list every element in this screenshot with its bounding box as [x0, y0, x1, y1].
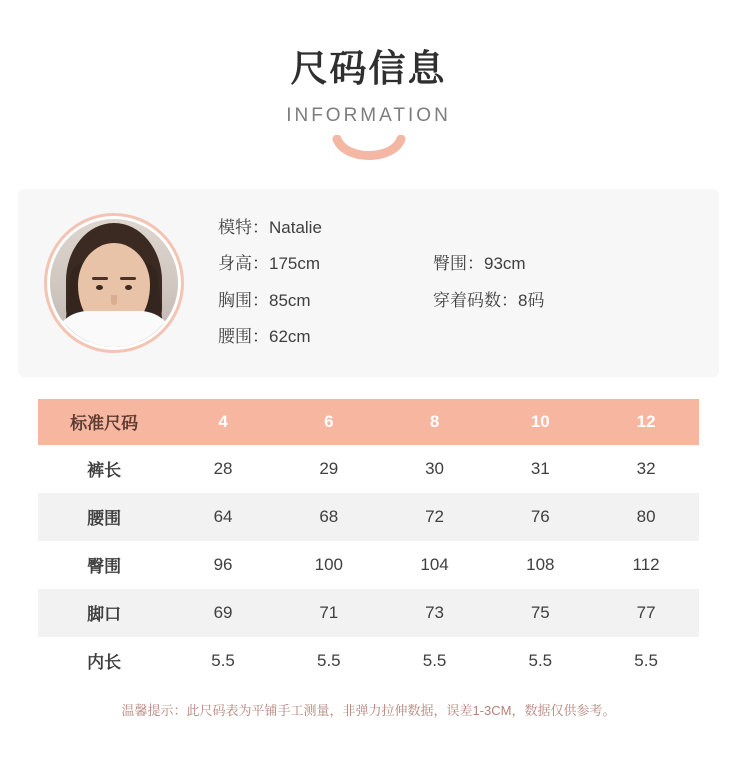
- page-subtitle: INFORMATION: [286, 104, 451, 126]
- cell: 5.5: [487, 637, 593, 685]
- table-row: [38, 637, 699, 685]
- row-label-leg-opening: 脚口: [38, 589, 170, 637]
- size-table-body: [38, 445, 699, 685]
- cell: 29: [276, 445, 382, 493]
- cell: 5.5: [276, 637, 382, 685]
- cell: 72: [382, 493, 488, 541]
- cell: 5.5: [382, 637, 488, 685]
- table-header-row: [38, 399, 699, 445]
- table-row: [38, 445, 699, 493]
- header-standard-size: 标准尺码: [38, 399, 170, 445]
- model-row-1: [218, 254, 699, 274]
- model-row-3: [218, 327, 699, 347]
- page-header: [0, 0, 737, 165]
- header-size-8: 8: [382, 399, 488, 445]
- cell: 76: [487, 493, 593, 541]
- cell: 5.5: [593, 637, 699, 685]
- cell: 28: [170, 445, 276, 493]
- model-hip: 臀围：93cm: [433, 254, 526, 274]
- row-label-hip: 臀围: [38, 541, 170, 589]
- model-measurements: [184, 218, 719, 348]
- header-size-6: 6: [276, 399, 382, 445]
- row-label-inseam: 内长: [38, 637, 170, 685]
- size-table-wrapper: [38, 399, 699, 685]
- model-bust: 胸围：85cm: [218, 290, 311, 310]
- page-title: 尺码信息: [290, 48, 447, 89]
- cell: 96: [170, 541, 276, 589]
- cell: 69: [170, 589, 276, 637]
- cell: 108: [487, 541, 593, 589]
- header-size-10: 10: [487, 399, 593, 445]
- cell: 5.5: [170, 637, 276, 685]
- cell: 112: [593, 541, 699, 589]
- avatar: [44, 213, 184, 353]
- model-waist: 腰围：62cm: [218, 326, 311, 346]
- cell: 75: [487, 589, 593, 637]
- cell: 80: [593, 493, 699, 541]
- model-height: 身高：175cm: [218, 254, 321, 274]
- model-name: 模特：Natalie: [218, 217, 322, 237]
- table-row: [38, 589, 699, 637]
- cell: 31: [487, 445, 593, 493]
- row-label-pant-length: 裤长: [38, 445, 170, 493]
- model-portrait-avatar: [50, 219, 178, 347]
- table-row: [38, 541, 699, 589]
- cell: 64: [170, 493, 276, 541]
- smile-curve-icon: [0, 135, 737, 165]
- cell: 104: [382, 541, 488, 589]
- measurement-note: 温馨提示：此尺码表为平铺手工测量，非弹力拉伸数据，误差1-3CM，数据仅供参考。: [121, 702, 616, 718]
- model-row-2: [218, 291, 699, 311]
- cell: 68: [276, 493, 382, 541]
- cell: 30: [382, 445, 488, 493]
- cell: 77: [593, 589, 699, 637]
- row-label-waist: 腰围: [38, 493, 170, 541]
- cell: 100: [276, 541, 382, 589]
- size-table-head: [38, 399, 699, 445]
- cell: 71: [276, 589, 382, 637]
- header-size-12: 12: [593, 399, 699, 445]
- model-info-card: [18, 189, 719, 377]
- model-worn-size: 穿着码数：8码: [433, 290, 545, 310]
- size-table: [38, 399, 699, 685]
- cell: 73: [382, 589, 488, 637]
- header-size-4: 4: [170, 399, 276, 445]
- model-name-row: [218, 218, 699, 238]
- table-row: [38, 493, 699, 541]
- cell: 32: [593, 445, 699, 493]
